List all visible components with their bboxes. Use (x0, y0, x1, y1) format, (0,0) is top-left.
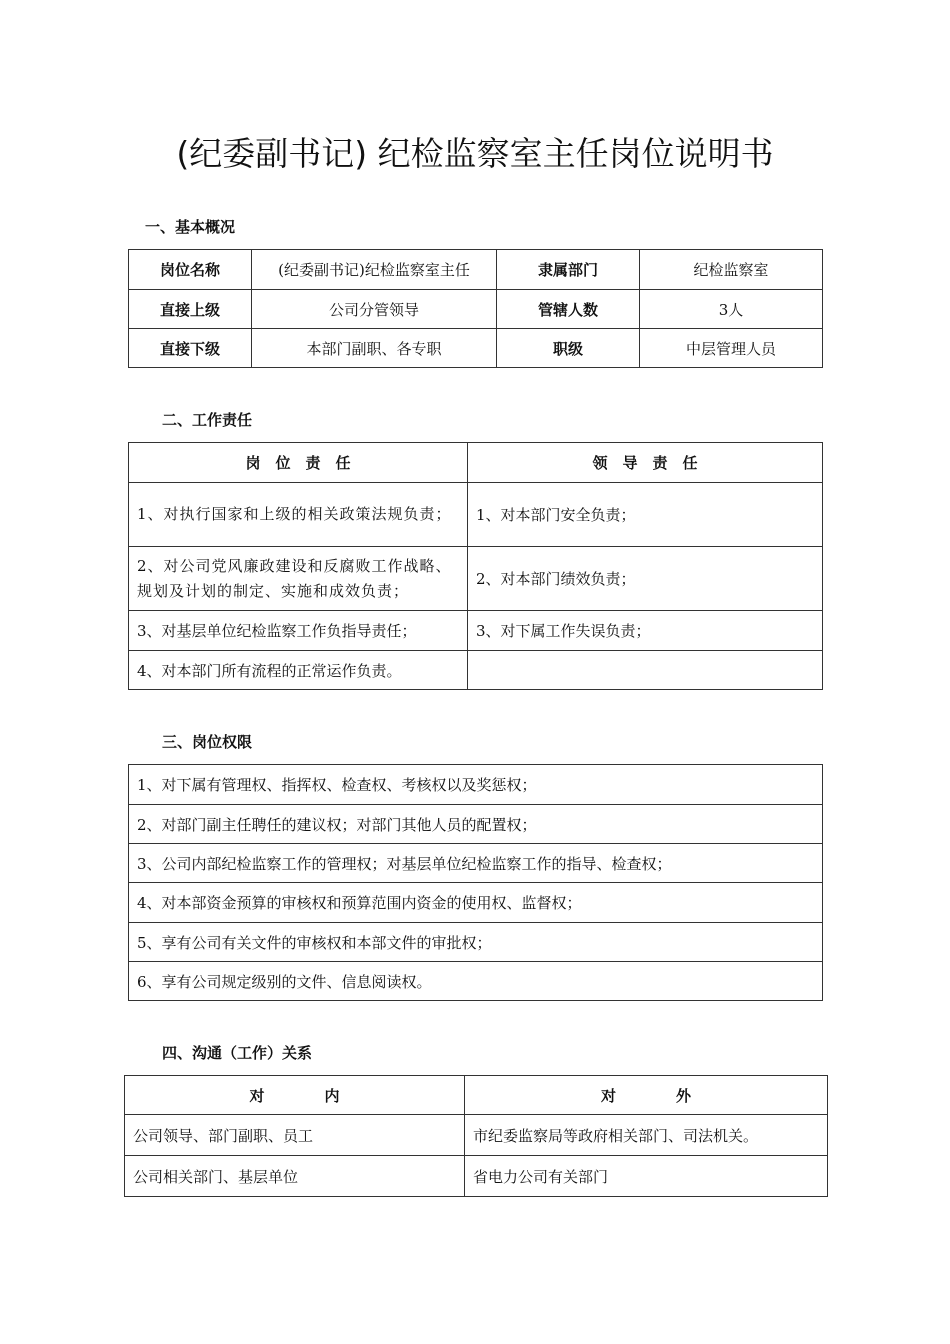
col-header-leadership-duty: 领 导 责 任 (468, 443, 823, 483)
internal-contact-cell: 公司相关部门、基层单位 (125, 1156, 465, 1197)
label-direct-subordinate: 直接下级 (129, 329, 252, 368)
table-row (129, 611, 823, 651)
value-direct-subordinate: 本部门副职、各专职 (252, 329, 497, 368)
value-rank: 中层管理人员 (640, 329, 823, 368)
table-row (129, 765, 823, 805)
table-row (129, 547, 823, 611)
table-row (129, 883, 823, 923)
leadership-duty-cell: 2、对本部门绩效负责； (468, 547, 823, 611)
table-row (129, 651, 823, 690)
label-rank: 职级 (497, 329, 640, 368)
section-2-heading: 二、工作责任 (162, 411, 253, 429)
external-contact-cell: 省电力公司有关部门 (465, 1156, 828, 1197)
authority-table (128, 764, 823, 1001)
section-3-heading: 三、岗位权限 (162, 733, 253, 751)
table-row (129, 962, 823, 1001)
label-headcount: 管辖人数 (497, 290, 640, 329)
table-row (129, 805, 823, 844)
value-headcount: 3人 (640, 290, 823, 329)
label-direct-superior: 直接上级 (129, 290, 252, 329)
communication-table (124, 1075, 828, 1197)
position-duty-cell: 4、对本部门所有流程的正常运作负责。 (129, 651, 468, 690)
table-row (129, 290, 823, 329)
label-department: 隶属部门 (497, 250, 640, 290)
table-row (125, 1076, 828, 1115)
col-header-position-duty: 岗 位 责 任 (129, 443, 468, 483)
table-row (129, 443, 823, 483)
value-department: 纪检监察室 (640, 250, 823, 290)
authority-item: 3、公司内部纪检监察工作的管理权；对基层单位纪检监察工作的指导、检查权； (129, 844, 823, 883)
internal-contact-cell: 公司领导、部门副职、员工 (125, 1115, 465, 1156)
authority-item: 1、对下属有管理权、指挥权、检查权、考核权以及奖惩权； (129, 765, 823, 805)
table-row (129, 844, 823, 883)
authority-item: 4、对本部资金预算的审核权和预算范围内资金的使用权、监督权； (129, 883, 823, 923)
table-row (129, 483, 823, 547)
position-duty-cell: 2、对公司党风廉政建设和反腐败工作战略、规划及计划的制定、实施和成效负责； (129, 547, 468, 611)
section-4-heading: 四、沟通（工作）关系 (162, 1044, 313, 1062)
col-header-external: 对 外 (465, 1076, 828, 1115)
external-contact-cell: 市纪委监察局等政府相关部门、司法机关。 (465, 1115, 828, 1156)
value-position-name: (纪委副书记)纪检监察室主任 (252, 250, 497, 290)
label-position-name: 岗位名称 (129, 250, 252, 290)
position-duty-cell: 1、对执行国家和上级的相关政策法规负责； (129, 483, 468, 547)
section-1-heading: 一、基本概况 (145, 218, 236, 236)
value-direct-superior: 公司分管领导 (252, 290, 497, 329)
table-row (129, 923, 823, 962)
leadership-duty-cell: 1、对本部门安全负责； (468, 483, 823, 547)
authority-item: 5、享有公司有关文件的审核权和本部文件的审批权； (129, 923, 823, 962)
table-row (125, 1156, 828, 1197)
authority-item: 2、对部门副主任聘任的建议权；对部门其他人员的配置权； (129, 805, 823, 844)
page-title: (纪委副书记) 纪检监察室主任岗位说明书 (176, 134, 774, 173)
table-row (129, 250, 823, 290)
col-header-internal: 对 内 (125, 1076, 465, 1115)
table-row (125, 1115, 828, 1156)
authority-item: 6、享有公司规定级别的文件、信息阅读权。 (129, 962, 823, 1001)
position-duty-cell: 3、对基层单位纪检监察工作负指导责任； (129, 611, 468, 651)
responsibility-table (128, 442, 823, 690)
leadership-duty-cell: 3、对下属工作失误负责； (468, 611, 823, 651)
leadership-duty-cell (468, 651, 823, 690)
basic-info-table (128, 249, 823, 368)
table-row (129, 329, 823, 368)
